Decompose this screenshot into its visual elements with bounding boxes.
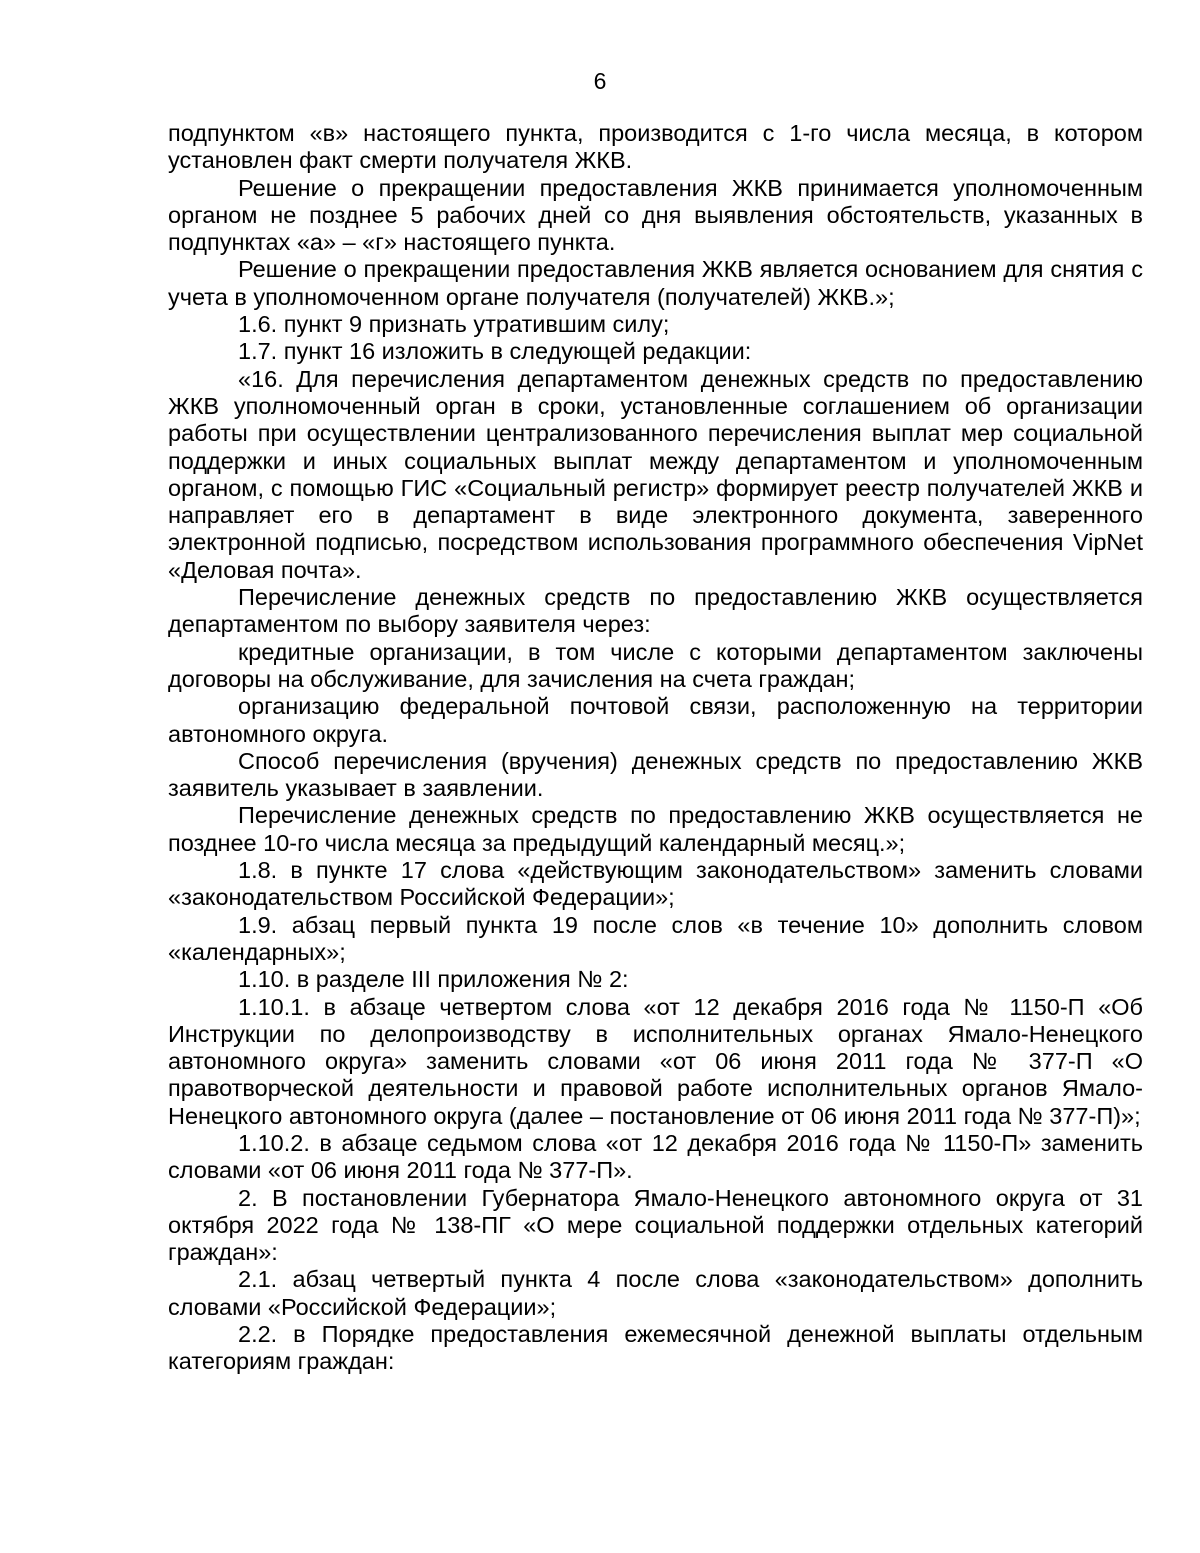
document-paragraph: 1.10. в разделе III приложения № 2: [238,966,629,993]
document-paragraph: Перечисление денежных средств по предоставлению ЖКВ осуществляется не позднее 10-го числа месяца за предыдущий календарный месяц.»; [168,802,1143,856]
document-body [168,120,1143,1376]
document-paragraph: 1.7. пункт 16 изложить в следующей редакции: [238,338,752,365]
page-number: 6 [593,68,607,94]
document-paragraph: 2.1. абзац четвертый пункта 4 после слова «законодательством» дополнить словами «Российской Федерации»; [168,1266,1143,1320]
document-paragraph: Решение о прекращении предоставления ЖКВ является основанием для снятия с учета в уполномоченном органе получателя (получателей) ЖКВ.»; [168,256,1143,310]
document-paragraph: 2.2. в Порядке предоставления ежемесячной денежной выплаты отдельным категориям граждан: [168,1321,1143,1375]
document-paragraph: кредитные организации, в том числе с которыми департаментом заключены договоры на обслуживание, для зачисления на счета граждан; [168,638,1143,692]
document-paragraph: организацию федеральной почтовой связи, расположенную на территории автономного округа. [168,693,1143,747]
document-paragraph: 1.10.2. в абзаце седьмом слова «от 12 декабря 2016 года № 1150-П» заменить словами «от 06 июня 2011 года № 377-П». [168,1129,1143,1184]
document-paragraph: 1.10.1. в абзаце четвертом слова «от 12 декабря 2016 года № 1150-П «Об Инструкции по делопроизводству в исполнительных органах Ямало-Ненецкого автономного округа» заменить словами «от 06 июня 2011 года № 377-П «О правотворческой деятельности и правовой работе исполнительных органов Ямало-Ненецкого автономного округа (далее – постановление от 06 июня 2011 года № 377-П)»; [168,993,1143,1129]
document-paragraph: Способ перечисления (вручения) денежных средств по предоставлению ЖКВ заявитель указывает в заявлении. [168,747,1143,802]
document-paragraph: 1.9. абзац первый пункта 19 после слов «в течение 10» дополнить словом «календарных»; [168,911,1143,965]
document-paragraph: 2. В постановлении Губернатора Ямало-Ненецкого автономного округа от 31 октября 2022 года № 138-ПГ «О мере социальной поддержки отдельных категорий граждан»: [168,1184,1143,1266]
document-paragraph: 1.8. в пункте 17 слова «действующим законодательством» заменить словами «законодательством Российской Федерации»; [168,857,1143,911]
document-paragraph: Перечисление денежных средств по предоставлению ЖКВ осуществляется департаментом по выбору заявителя через: [168,584,1143,638]
document-paragraph: Решение о прекращении предоставления ЖКВ принимается уполномоченным органом не позднее 5 рабочих дней со дня выявления обстоятельств, указанных в подпунктах «а» – «г» настоящего пункта. [168,174,1143,256]
document-paragraph: подпунктом «в» настоящего пункта, производится с 1-го числа месяца, в котором установлен факт смерти получателя ЖКВ. [168,120,1143,174]
document-paragraph: «16. Для перечисления департаментом денежных средств по предоставлению ЖКВ уполномоченный орган в сроки, установленные соглашением об организации работы при осуществлении централизованного перечисления выплат мер социальной поддержки и иных социальных выплат между департаментом и уполномоченным органом, с помощью ГИС «Социальный регистр» формирует реестр получателей ЖКВ и направляет его в департамент в виде электронного документа, заверенного электронной подписью, посредством использования программного обеспечения VipNet «Деловая почта». [168,365,1143,583]
document-paragraph: 1.6. пункт 9 признать утратившим силу; [238,311,670,338]
